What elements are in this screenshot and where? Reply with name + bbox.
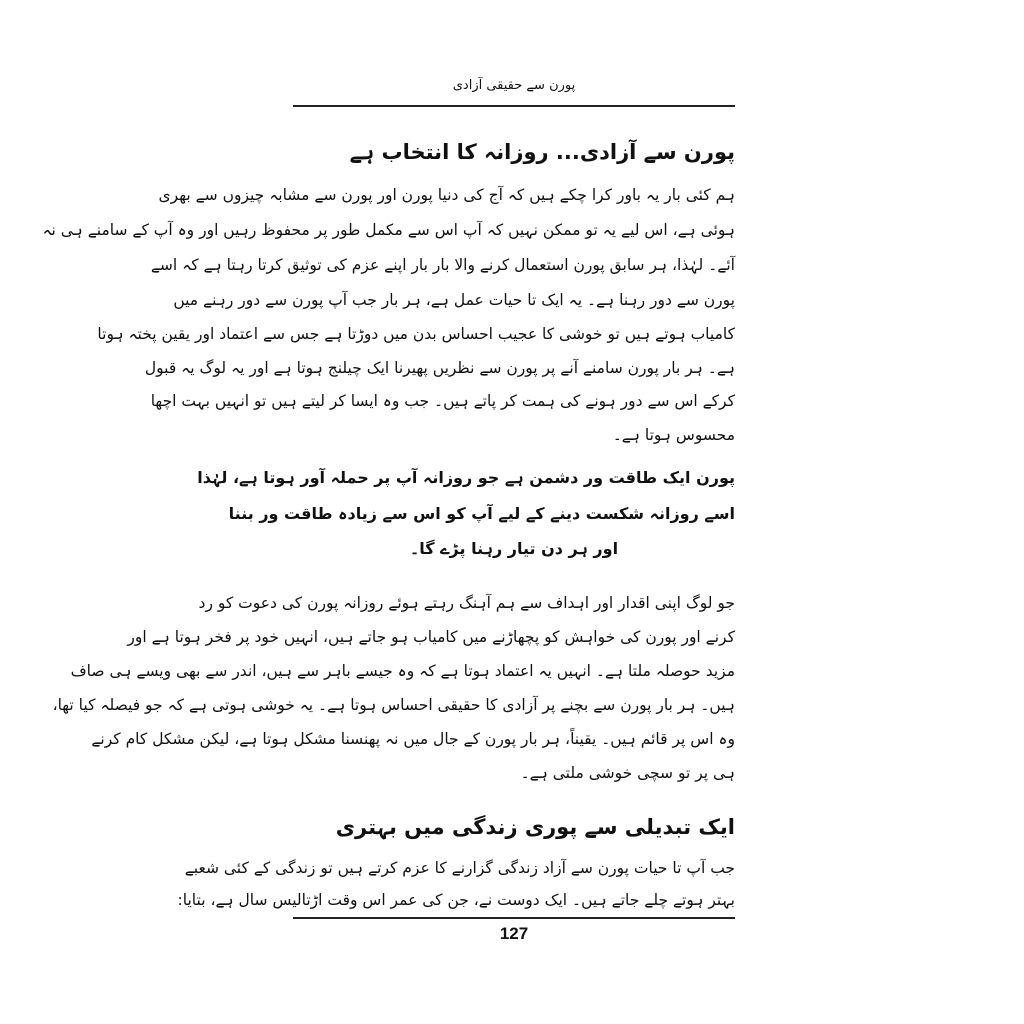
- quote-line: اور ہر دن تیار رہنا پڑے گا۔: [409, 539, 619, 558]
- paragraph-line: کامیاب ہوتے ہیں تو خوشی کا عجیب احساس بدن میں دوڑتا ہے جس سے اعتماد اور یقین پختہ ہوتا: [97, 325, 735, 343]
- paragraph-line: کرنے اور پورن کی خواہش کو پچھاڑنے میں کامیاب ہو جاتے ہیں، انہیں خود پر فخر ہوتا ہے اور: [127, 628, 735, 646]
- paragraph-line: جو لوگ اپنی اقدار اور اہداف سے ہم آہنگ رہتے ہوئے روزانہ پورن کی دعوت کو رد: [198, 594, 735, 612]
- paragraph-line: بہتر ہوتے چلے جاتے ہیں۔ ایک دوست نے، جن کی عمر اس وقت اڑتالیس سال ہے، بتایا:: [177, 891, 735, 909]
- paragraph-line: محسوس ہوتا ہے۔: [612, 426, 735, 444]
- paragraph-line: مزید حوصلہ ملتا ہے۔ انہیں یہ اعتماد ہوتا ہے کہ وہ جیسے باہر سے ہیں، اندر سے بھی ویسے ہی صاف: [70, 662, 735, 680]
- paragraph-line: جب آپ تا حیات پورن سے آزاد زندگی گزارنے کا عزم کرتے ہیں تو زندگی کے کئی شعبے: [184, 859, 735, 877]
- paragraph-line: ہے۔ ہر بار پورن سامنے آنے پر پورن سے نظریں پھیرنا ایک چیلنج ہوتا ہے اور یہ لوگ یہ قبول: [144, 359, 735, 377]
- paragraph-line: ہوئی ہے، اس لیے یہ تو ممکن نہیں کہ آپ اس سے مکمل طور پر محفوظ رہیں اور وہ آپ کے سامنے ہی نہ: [42, 221, 735, 239]
- section-heading: پورن سے آزادی... روزانہ کا انتخاب ہے: [349, 140, 735, 164]
- paragraph-line: ہیں۔ ہر بار پورن سے بچنے پر آزادی کا حقیقی احساس ہوتا ہے۔ یہ خوشی ہوتی ہے کہ جو فیصلہ کیا تھا،: [52, 696, 735, 714]
- quote-line: پورن ایک طاقت ور دشمن ہے جو روزانہ آپ پر حملہ آور ہوتا ہے، لہٰذا: [197, 468, 735, 487]
- header-rule: [293, 105, 735, 107]
- paragraph-line: ہم کئی بار یہ باور کرا چکے ہیں کہ آج کی دنیا پورن اور پورن سے مشابہ چیزوں سے بھری: [158, 186, 735, 204]
- paragraph-line: وہ اس پر قائم ہیں۔ یقیناً، ہر بار پورن کے جال میں نہ پھنسنا مشکل ہوتا ہے، لیکن مشکل کام کرنے: [91, 730, 735, 748]
- section-heading: ایک تبدیلی سے پوری زندگی میں بہتری: [335, 815, 735, 839]
- paragraph-line: آئے۔ لہٰذا، ہر سابق پورن استعمال کرنے والا بار بار اپنے عزم کی توثیق کرتا رہتا ہے کہ اسے: [150, 256, 735, 274]
- paragraph-line: کرکے اس سے دور ہونے کی ہمت کر پاتے ہیں۔ جب وہ ایسا کر لیتے ہیں تو انہیں بہت اچھا: [150, 392, 735, 410]
- footer-rule: [293, 917, 735, 919]
- page-number: 127: [499, 924, 529, 943]
- quote-line: اسے روزانہ شکست دینے کے لیے آپ کو اس سے زیادہ طاقت ور بننا: [228, 504, 735, 523]
- running-header: پورن سے حقیقی آزادی: [452, 78, 576, 93]
- paragraph-line: ہی پر تو سچی خوشی ملتی ہے۔: [520, 764, 735, 782]
- paragraph-line: پورن سے دور رہنا ہے۔ یہ ایک تا حیات عمل ہے، ہر بار جب آپ پورن سے دور رہنے میں: [173, 291, 735, 309]
